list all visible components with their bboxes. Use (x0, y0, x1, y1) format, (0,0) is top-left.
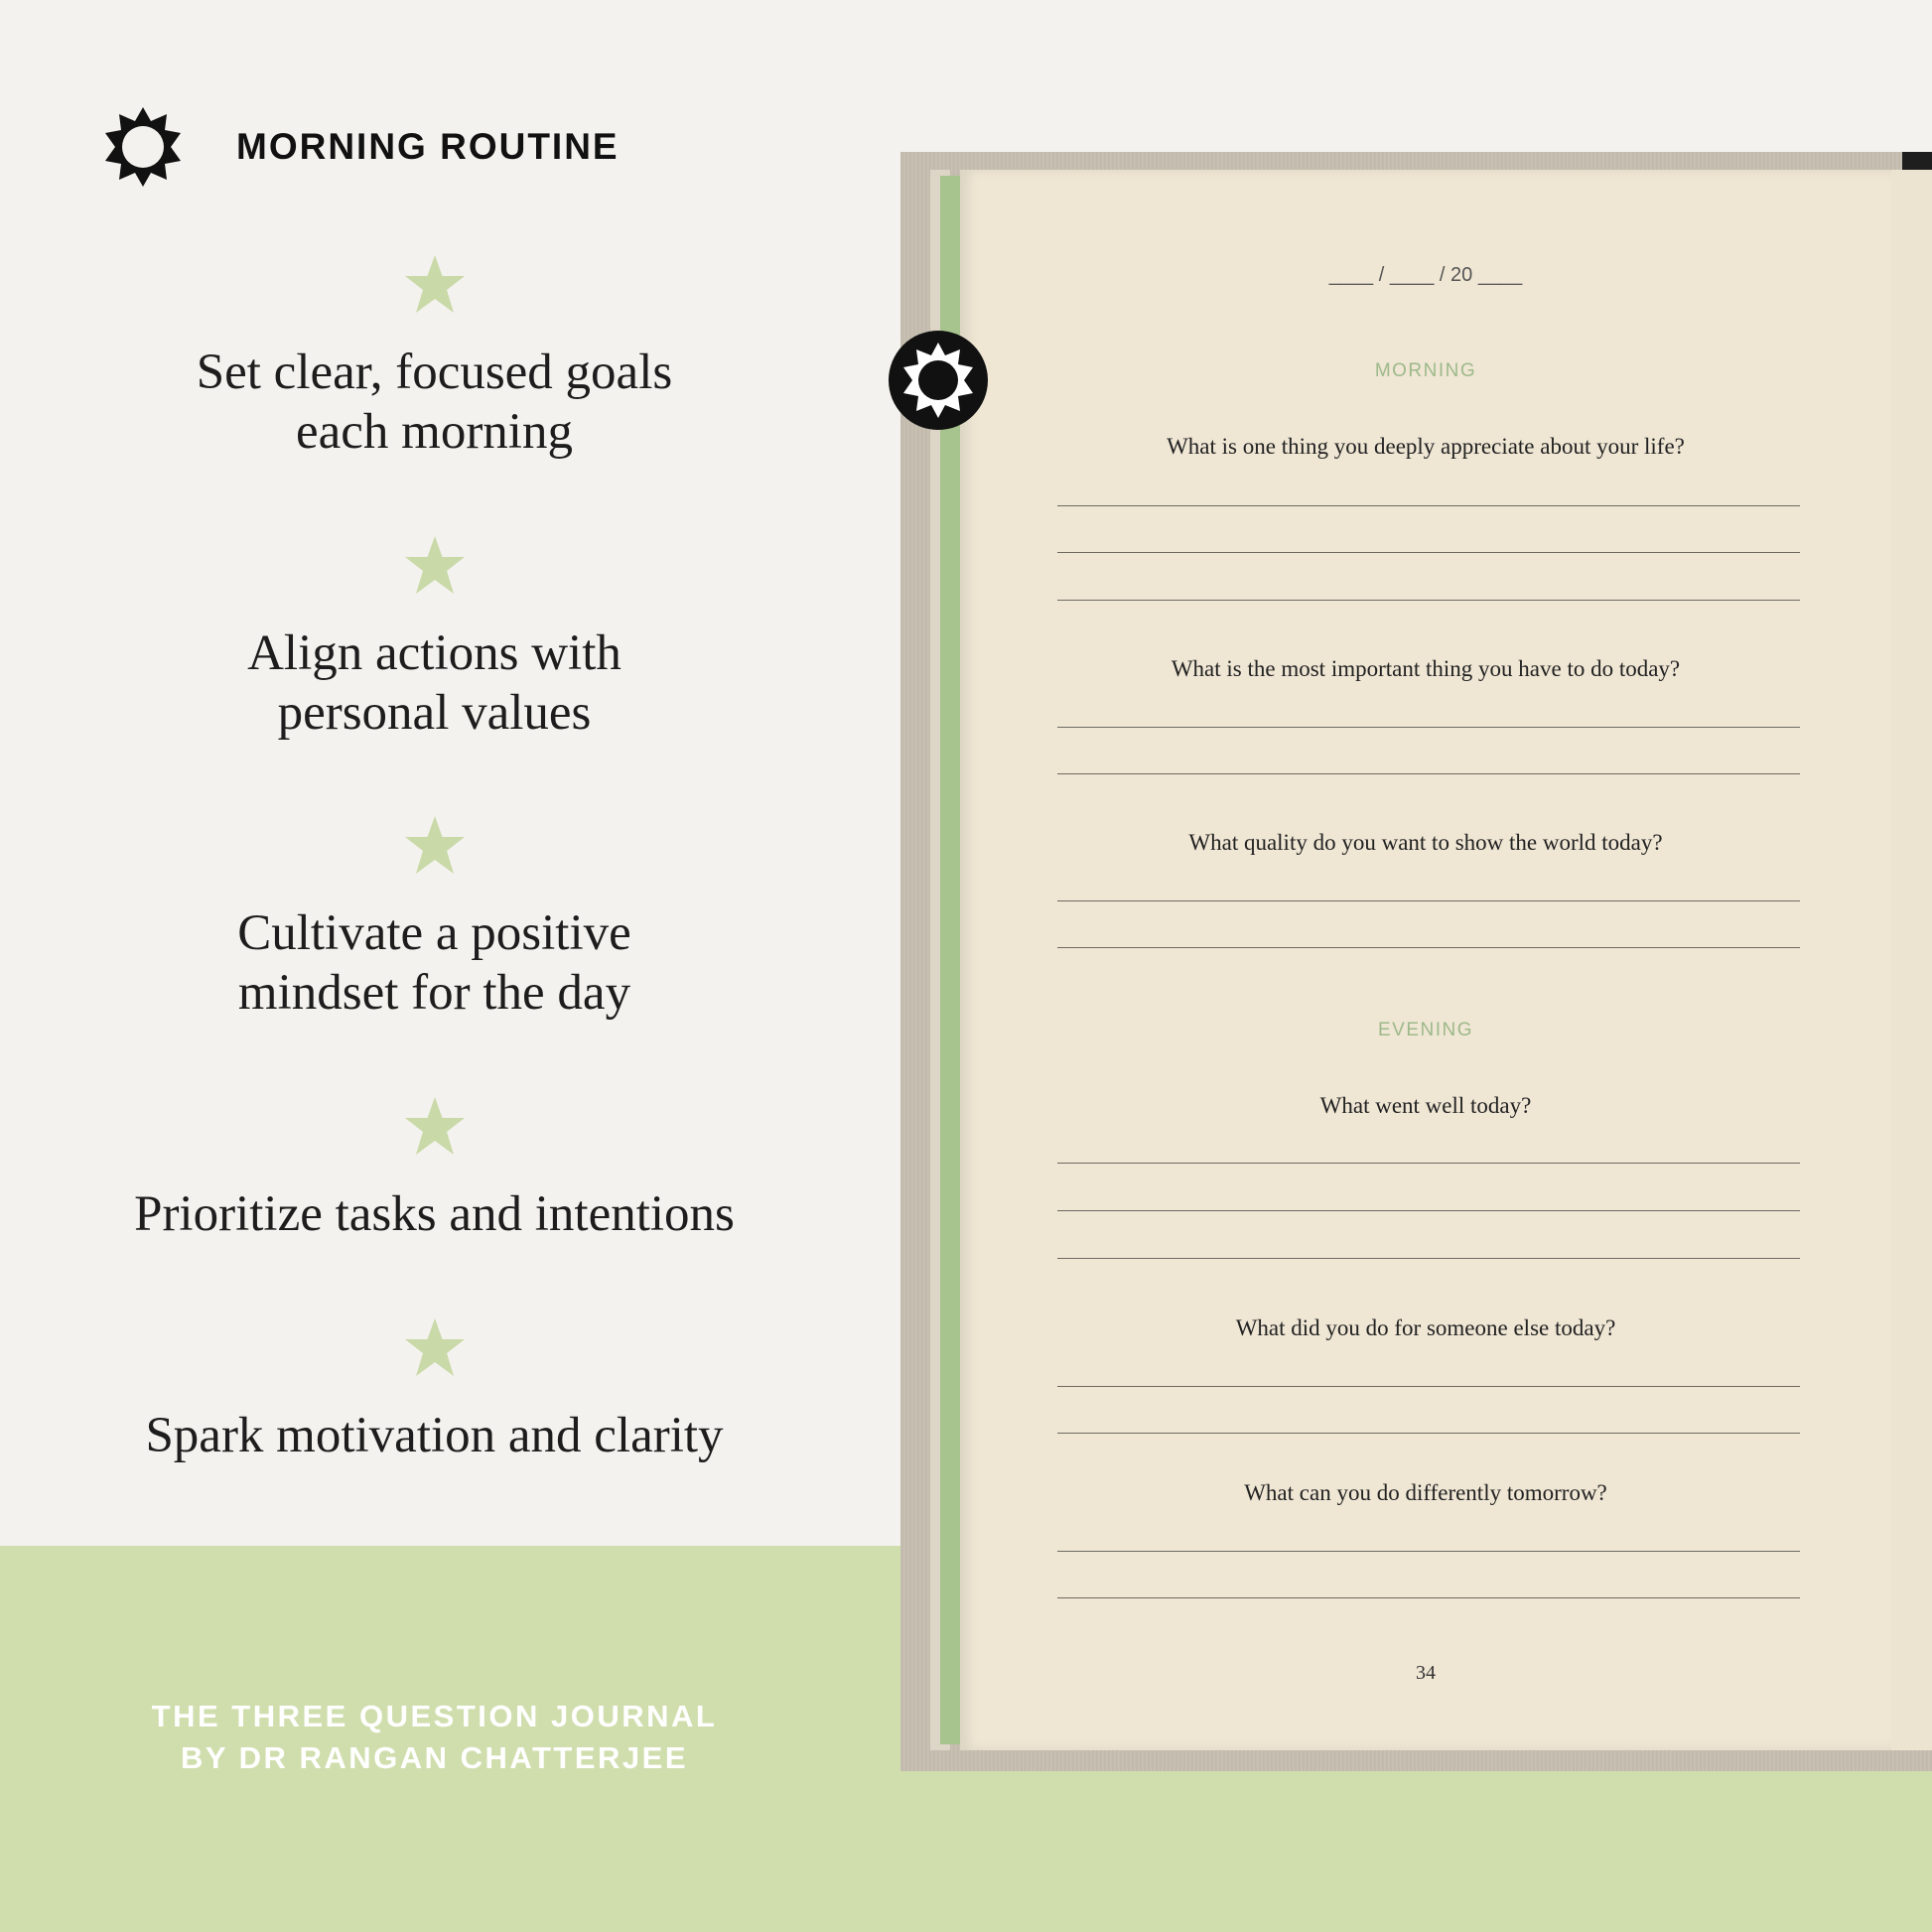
credit-author: BY DR RANGAN CHATTERJEE (180, 1740, 689, 1775)
writing-line (1057, 505, 1800, 506)
writing-line (1057, 552, 1800, 553)
header (103, 105, 620, 189)
writing-line (1057, 1163, 1800, 1164)
book-credit (0, 1696, 869, 1779)
writing-line (1057, 900, 1800, 901)
morning-label: MORNING (1374, 360, 1477, 381)
writing-line (1057, 947, 1800, 948)
star-icon (403, 814, 467, 878)
benefit-text: Set clear, focused goals each morning (196, 345, 673, 460)
writing-line (1057, 1551, 1800, 1552)
journal-question: What is the most important thing you have to do today? (1171, 656, 1681, 681)
benefit-text: Align actions with personal values (247, 625, 621, 741)
journal-question: What went well today? (1319, 1093, 1532, 1118)
writing-line (1057, 1433, 1800, 1434)
writing-line (1057, 1258, 1800, 1259)
writing-line (1057, 727, 1800, 728)
star-icon (403, 1095, 467, 1159)
star-icon (403, 1316, 467, 1380)
writing-line (1057, 1210, 1800, 1211)
writing-line (1057, 1597, 1800, 1598)
journal-question: What can you do differently tomorrow? (1244, 1480, 1607, 1505)
sun-badge (889, 331, 988, 430)
credit-title: THE THREE QUESTION JOURNAL (151, 1699, 718, 1733)
benefit-item (0, 814, 869, 1023)
sun-icon (898, 341, 978, 420)
journal-question: What is one thing you deeply appreciate about your life? (1167, 434, 1685, 459)
date-field: ____ / ____ / 20 ____ (1328, 264, 1523, 286)
writing-line (1057, 600, 1800, 601)
benefit-item (0, 1316, 869, 1465)
page-number: 34 (1416, 1662, 1436, 1684)
benefit-item (0, 1095, 869, 1244)
benefit-text: Prioritize tasks and intentions (134, 1186, 735, 1242)
benefit-item (0, 534, 869, 743)
page-title: MORNING ROUTINE (236, 126, 620, 167)
benefit-item (0, 253, 869, 462)
journal-question: What quality do you want to show the world today? (1188, 830, 1663, 855)
next-page-edge (1888, 170, 1932, 1750)
star-icon (403, 253, 467, 317)
benefit-text: Spark motivation and clarity (145, 1408, 724, 1463)
writing-line (1057, 773, 1800, 774)
sun-icon (103, 107, 183, 187)
evening-label: EVENING (1377, 1020, 1474, 1040)
writing-line (1057, 1386, 1800, 1387)
star-icon (403, 534, 467, 598)
benefit-text: Cultivate a positive mindset for the day (237, 905, 631, 1021)
journal-book (900, 152, 1932, 1771)
journal-page (960, 170, 1891, 1750)
journal-question: What did you do for someone else today? (1235, 1315, 1616, 1340)
